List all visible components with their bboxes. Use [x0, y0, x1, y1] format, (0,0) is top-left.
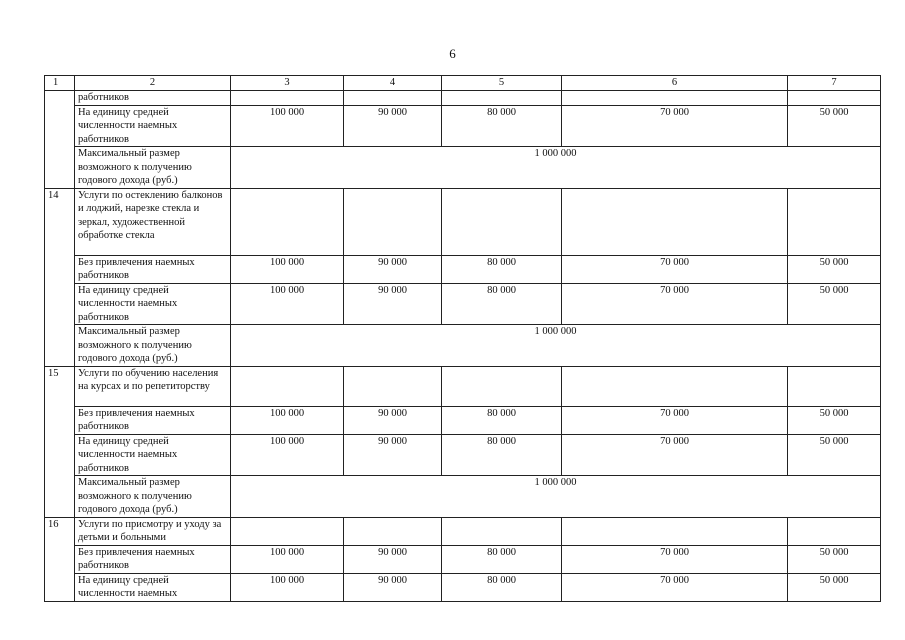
value-cell: 80 000	[442, 255, 562, 283]
row-number	[45, 434, 75, 476]
value-cell: 70 000	[562, 105, 788, 147]
value-cell: 100 000	[231, 105, 344, 147]
value-cell: 90 000	[344, 573, 442, 601]
value-cell: 90 000	[344, 434, 442, 476]
row-label: На единицу средней численности наемных работников	[75, 434, 231, 476]
row-label: Услуги по обучению населения на курсах и по репетиторству	[75, 366, 231, 406]
value-cell: 100 000	[231, 434, 344, 476]
empty-cell	[562, 188, 788, 255]
row-label: На единицу средней численности наемных работников	[75, 283, 231, 325]
row-label: Без привлечения наемных работников	[75, 545, 231, 573]
value-cell: 50 000	[788, 406, 881, 434]
empty-cell	[788, 91, 881, 106]
value-cell: 70 000	[562, 573, 788, 601]
value-cell: 90 000	[344, 283, 442, 325]
table-row	[45, 105, 881, 147]
row-number: 15	[45, 366, 75, 406]
row-label: На единицу средней численности наемных работников	[75, 105, 231, 147]
row-number	[45, 573, 75, 601]
row-number	[45, 105, 75, 147]
row-label: Без привлечения наемных работников	[75, 406, 231, 434]
value-cell: 80 000	[442, 545, 562, 573]
table-row	[45, 283, 881, 325]
value-cell: 50 000	[788, 105, 881, 147]
row-number	[45, 283, 75, 325]
value-cell: 80 000	[442, 434, 562, 476]
table-row	[45, 406, 881, 434]
value-cell: 100 000	[231, 255, 344, 283]
value-cell: 100 000	[231, 283, 344, 325]
header-cell: 3	[231, 76, 344, 91]
empty-cell	[788, 517, 881, 545]
rates-table	[44, 75, 881, 602]
value-cell: 80 000	[442, 573, 562, 601]
row-number	[45, 476, 75, 518]
table-row	[45, 545, 881, 573]
table-row	[45, 573, 881, 601]
table-row	[45, 517, 881, 545]
empty-cell	[788, 366, 881, 406]
empty-cell	[231, 366, 344, 406]
page-number: 6	[449, 46, 456, 61]
value-cell: 70 000	[562, 283, 788, 325]
value-cell: 70 000	[562, 255, 788, 283]
header-cell: 7	[788, 76, 881, 91]
table-row	[45, 255, 881, 283]
row-number	[45, 406, 75, 434]
header-cell: 5	[442, 76, 562, 91]
value-cell: 70 000	[562, 406, 788, 434]
row-label: Максимальный размер возможного к получению годового дохода (руб.)	[75, 325, 231, 367]
value-cell: 80 000	[442, 105, 562, 147]
value-cell: 80 000	[442, 283, 562, 325]
value-cell: 50 000	[788, 434, 881, 476]
max-income-cell: 1 000 000	[231, 476, 881, 518]
empty-cell	[344, 91, 442, 106]
table-row	[45, 147, 881, 189]
row-number: 14	[45, 188, 75, 255]
table-row	[45, 325, 881, 367]
value-cell: 80 000	[442, 406, 562, 434]
header-cell: 1	[45, 76, 75, 91]
row-number	[45, 325, 75, 367]
row-number	[45, 545, 75, 573]
value-cell: 70 000	[562, 434, 788, 476]
empty-cell	[442, 91, 562, 106]
empty-cell	[231, 517, 344, 545]
table-row	[45, 91, 881, 106]
value-cell: 90 000	[344, 406, 442, 434]
value-cell: 100 000	[231, 573, 344, 601]
max-income-cell: 1 000 000	[231, 325, 881, 367]
empty-cell	[442, 188, 562, 255]
value-cell: 90 000	[344, 105, 442, 147]
row-label: работников	[75, 91, 231, 106]
value-cell: 50 000	[788, 255, 881, 283]
row-number: 16	[45, 517, 75, 545]
value-cell: 50 000	[788, 283, 881, 325]
value-cell: 50 000	[788, 545, 881, 573]
empty-cell	[231, 91, 344, 106]
table-row	[45, 434, 881, 476]
empty-cell	[344, 517, 442, 545]
row-number	[45, 147, 75, 189]
empty-cell	[442, 517, 562, 545]
row-label: На единицу средней численности наемных	[75, 573, 231, 601]
empty-cell	[788, 188, 881, 255]
empty-cell	[442, 366, 562, 406]
row-label: Без привлечения наемных работников	[75, 255, 231, 283]
empty-cell	[562, 366, 788, 406]
value-cell: 70 000	[562, 545, 788, 573]
empty-cell	[344, 366, 442, 406]
empty-cell	[344, 188, 442, 255]
header-cell: 4	[344, 76, 442, 91]
value-cell: 100 000	[231, 545, 344, 573]
table-row	[45, 476, 881, 518]
value-cell: 90 000	[344, 545, 442, 573]
row-number	[45, 91, 75, 106]
header-cell: 2	[75, 76, 231, 91]
empty-cell	[562, 517, 788, 545]
table-row	[45, 188, 881, 255]
row-label: Услуги по присмотру и уходу за детьми и больными	[75, 517, 231, 545]
row-label: Максимальный размер возможного к получению годового дохода (руб.)	[75, 476, 231, 518]
row-number	[45, 255, 75, 283]
value-cell: 50 000	[788, 573, 881, 601]
value-cell: 100 000	[231, 406, 344, 434]
row-label: Максимальный размер возможного к получению годового дохода (руб.)	[75, 147, 231, 189]
header-row	[45, 76, 881, 91]
value-cell: 90 000	[344, 255, 442, 283]
row-label: Услуги по остеклению балконов и лоджий, нарезке стекла и зеркал, художественной обработке стекла	[75, 188, 231, 255]
max-income-cell: 1 000 000	[231, 147, 881, 189]
empty-cell	[231, 188, 344, 255]
table-row	[45, 366, 881, 406]
empty-cell	[562, 91, 788, 106]
header-cell: 6	[562, 76, 788, 91]
